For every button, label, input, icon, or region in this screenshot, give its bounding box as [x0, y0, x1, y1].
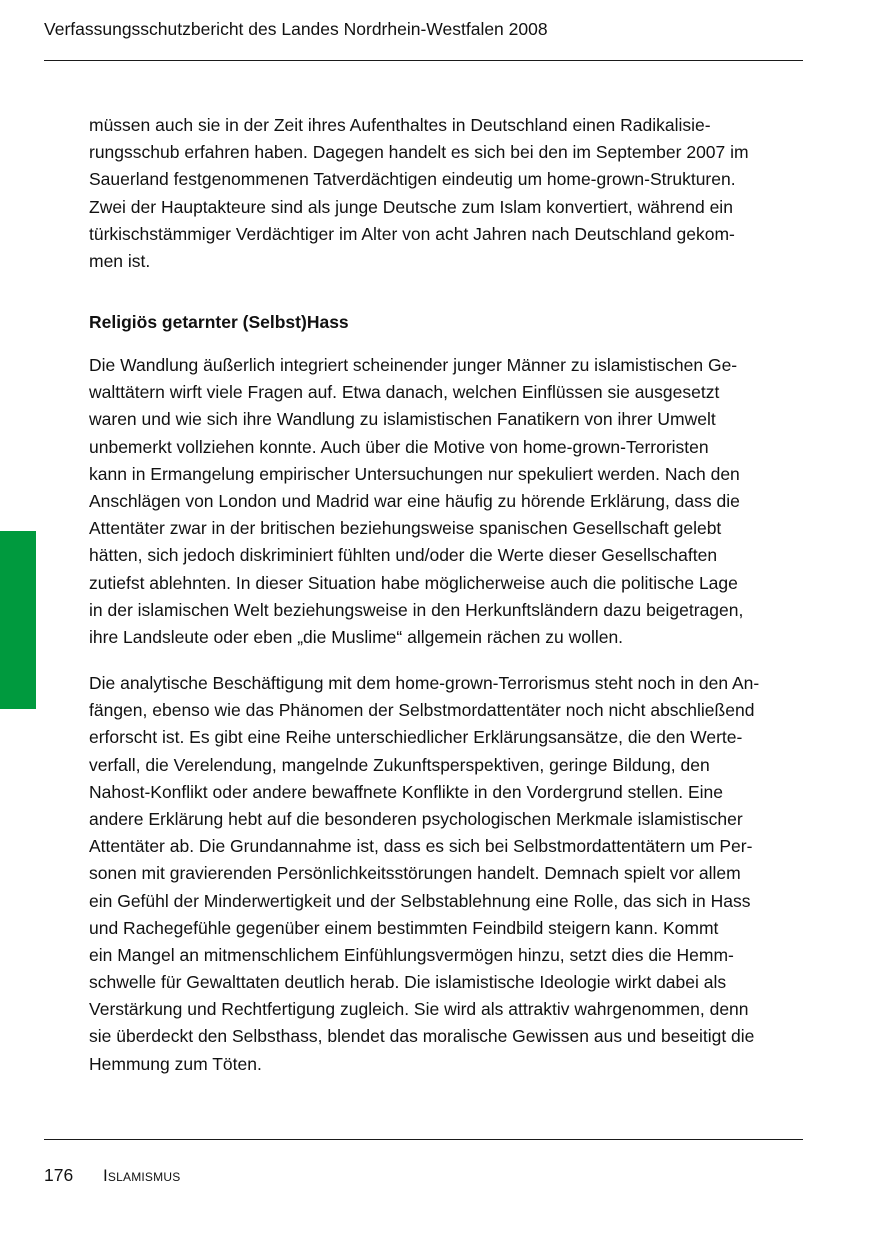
text-line: Sauerland festgenommenen Tatverdächtigen eindeutig um home-grown-Strukturen.: [89, 169, 736, 190]
text-line: fängen, ebenso wie das Phänomen der Selbstmordattentäter noch nicht abschließend: [89, 700, 755, 721]
text-line: Die Wandlung äußerlich integriert scheinender junger Männer zu islamistischen Ge-: [89, 355, 738, 375]
text-line: und Rachegefühle gegenüber einem bestimmten Feindbild steigern kann. Kommt: [89, 917, 719, 938]
footer-section-title: Islamismus: [103, 1166, 181, 1185]
text-line: Hemmung zum Töten.: [89, 1053, 262, 1074]
text-line: unbemerkt vollziehen konnte. Auch über die Motive von home-grown-Terroristen: [89, 436, 709, 457]
paragraph-3: [89, 670, 805, 1078]
text-line: men ist.: [89, 250, 151, 271]
text-line: Zwei der Hauptakteure sind als junge Deutsche zum Islam konvertiert, während ein: [89, 196, 733, 217]
text-line: in der islamischen Welt beziehungsweise in den Herkunftsländern dazu beigetragen,: [89, 599, 744, 620]
text-line: zutiefst ablehnten. In dieser Situation habe möglicherweise auch die politische Lage: [89, 572, 738, 593]
text-line: waren und wie sich ihre Wandlung zu islamistischen Fanatikern von ihrer Umwelt: [89, 409, 716, 430]
text-line: Attentäter zwar in der britischen beziehungsweise spanischen Gesellschaft gelebt: [89, 518, 722, 539]
text-line: Attentäter ab. Die Grundannahme ist, dass es sich bei Selbstmordattentätern um Per-: [89, 836, 753, 857]
page-number: 176: [44, 1165, 74, 1185]
text-line: hätten, sich jedoch diskriminiert fühlten und/oder die Werte dieser Gesellschaften: [89, 545, 718, 566]
paragraph-1: [89, 112, 805, 275]
text-line: ein Mangel an mitmenschlichem Einfühlungsvermögen hinzu, setzt dies die Hemm-: [89, 944, 734, 965]
page-header-title: Verfassungsschutzbericht des Landes Nordrhein-Westfalen 2008: [44, 19, 548, 39]
text-line: Nahost-Konflikt oder andere bewaffnete Konflikte in den Vordergrund stellen. Eine: [89, 781, 723, 802]
text-line: Anschlägen von London und Madrid war eine häufig zu hörende Erklärung, dass die: [89, 490, 740, 511]
text-line: Die analytische Beschäftigung mit dem home-grown-Terrorismus steht noch in den An-: [89, 673, 760, 693]
section-heading: Religiös getarnter (Selbst)Hass: [89, 312, 349, 332]
text-line: türkischstämmiger Verdächtiger im Alter von acht Jahren nach Deutschland gekom-: [89, 223, 735, 244]
text-line: erforscht ist. Es gibt eine Reihe unterschiedlicher Erklärungsansätze, die den Werte-: [89, 727, 743, 748]
text-line: sie überdeckt den Selbsthass, blendet das moralische Gewissen aus und beseitigt die: [89, 1026, 755, 1047]
text-line: ein Gefühl der Minderwertigkeit und der Selbstablehnung eine Rolle, das sich in Hass: [89, 890, 751, 911]
text-line: sonen mit gravierenden Persönlichkeitsstörungen handelt. Demnach spielt vor allem: [89, 863, 741, 884]
text-line: schwelle für Gewalttaten deutlich herab. Die islamistische Ideologie wirkt dabei als: [89, 972, 727, 993]
text-line: verfall, die Verelendung, mangelnde Zukunftsperspektiven, geringe Bildung, den: [89, 754, 710, 775]
chapter-color-tab: [0, 531, 36, 709]
text-line: walttätern wirft viele Fragen auf. Etwa danach, welchen Einflüssen sie ausgesetzt: [89, 382, 720, 403]
text-line: ihre Landsleute oder eben „die Muslime“ allgemein rächen zu wollen.: [89, 626, 624, 647]
paragraph-2: [89, 352, 805, 651]
text-line: Verstärkung und Rechtfertigung zugleich. Sie wird als attraktiv wahrgenommen, denn: [89, 999, 749, 1020]
text-line: rungsschub erfahren haben. Dagegen handelt es sich bei den im September 2007 im: [89, 142, 749, 163]
header-divider: [44, 60, 803, 61]
text-line: kann in Ermangelung empirischer Untersuchungen nur spekuliert werden. Nach den: [89, 463, 740, 484]
text-line: andere Erklärung hebt auf die besonderen psychologischen Merkmale islamistischer: [89, 808, 743, 829]
text-line: müssen auch sie in der Zeit ihres Aufenthaltes in Deutschland einen Radikalisie-: [89, 115, 711, 135]
footer-divider: [44, 1139, 803, 1140]
